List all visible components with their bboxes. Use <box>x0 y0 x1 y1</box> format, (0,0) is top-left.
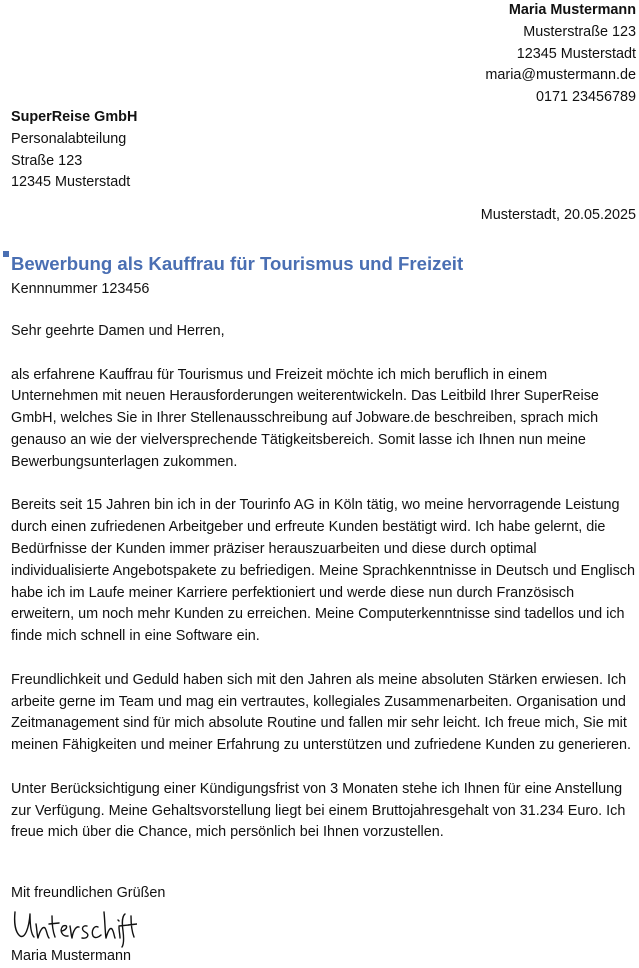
paragraph-3: Freundlichkeit und Geduld haben sich mit den Jahren als meine absoluten Stärken erwiesen. Ich arbeite gerne im Team und mag ein vertrautes, kollegiales Zusammenarbeiten. Organisation und Zeitmanagement sind für mich absolute Routine und fallen mir sehr leicht. Ich freue mich, Sie mit meinen Fähigkeiten und meiner Erfahrung zu unterstützen und zufriedene Kunden zu generieren. <box>11 671 631 754</box>
sender-name: Maria Mustermann <box>508 2 636 18</box>
handwritten-signature <box>12 904 137 948</box>
sender-email: maria@mustermann.de <box>485 67 636 84</box>
sender-street: Musterstraße 123 <box>523 23 636 40</box>
salutation: Sehr geehrte Damen und Herren, <box>11 323 225 339</box>
sender-phone: 0171 23456789 <box>535 89 636 106</box>
paragraph-4: Unter Berücksichtigung einer Kündigungsfrist von 3 Monaten stehe ich Ihnen für eine Anstellung zur Verfügung. Meine Gehaltsvorstellung liegt bei einem Bruttojahresgehalt von 31.234 Euro. Ich freue mich über die Chance, mich persönlich bei Ihnen vorzustellen. <box>11 780 626 841</box>
place-date: Musterstadt, 20.05.2025 <box>480 207 636 223</box>
paragraph-1: als erfahrene Kauffrau für Tourismus und Freizeit möchte ich mich beruflich in einem Unternehmen mit neuen Herausforderungen weiterentwickeln. Das Leitbild Ihrer SuperReise GmbH, welches Sie in Ihrer Stellenausschreibung auf Jobware.de beschreiben, sprach mich genauso an wie der vielversprechende Tätigkeitsbereich. Somit lasse ich Ihnen nun meine Bewerbungsunterlagen zukommen. <box>11 366 599 470</box>
recipient-street: Straße 123 <box>11 152 83 169</box>
reference-number: Kennnummer 123456 <box>11 281 150 297</box>
recipient-department: Personalabteilung <box>11 130 127 147</box>
recipient-company: SuperReise GmbH <box>11 109 138 125</box>
subject-line: Bewerbung als Kauffrau für Tourismus und Freizeit <box>11 253 464 274</box>
subject-marker <box>3 251 9 257</box>
closing: Mit freundlichen Grüßen <box>11 885 166 901</box>
recipient-address <box>11 107 137 194</box>
recipient-city: 12345 Musterstadt <box>11 174 131 191</box>
signer-name: Maria Mustermann <box>11 948 131 964</box>
sender-city: 12345 Musterstadt <box>516 45 636 62</box>
sender-address <box>485 0 636 109</box>
paragraph-2: Bereits seit 15 Jahren bin ich in der Tourinfo AG in Köln tätig, wo meine hervorragende Leistung durch einen zufriedenen Arbeitgeber und erfreute Kunden bestätigt wird. Ich habe gelernt, die Bedürfnisse der Kunden immer präziser herauszuarbeiten und diese durch optimal individualisierte Angebotspakete zu befriedigen. Meine Sprachkenntnisse in Deutsch und Englisch habe ich im Laufe meiner Karriere perfektioniert und werde diese nun durch Französisch erweitern, um noch mehr Kunden zu erreichen. Meine Computerkenntnisse sind tadellos und ich finde mich schnell in eine Software ein. <box>11 497 635 645</box>
letter-body <box>11 321 637 866</box>
